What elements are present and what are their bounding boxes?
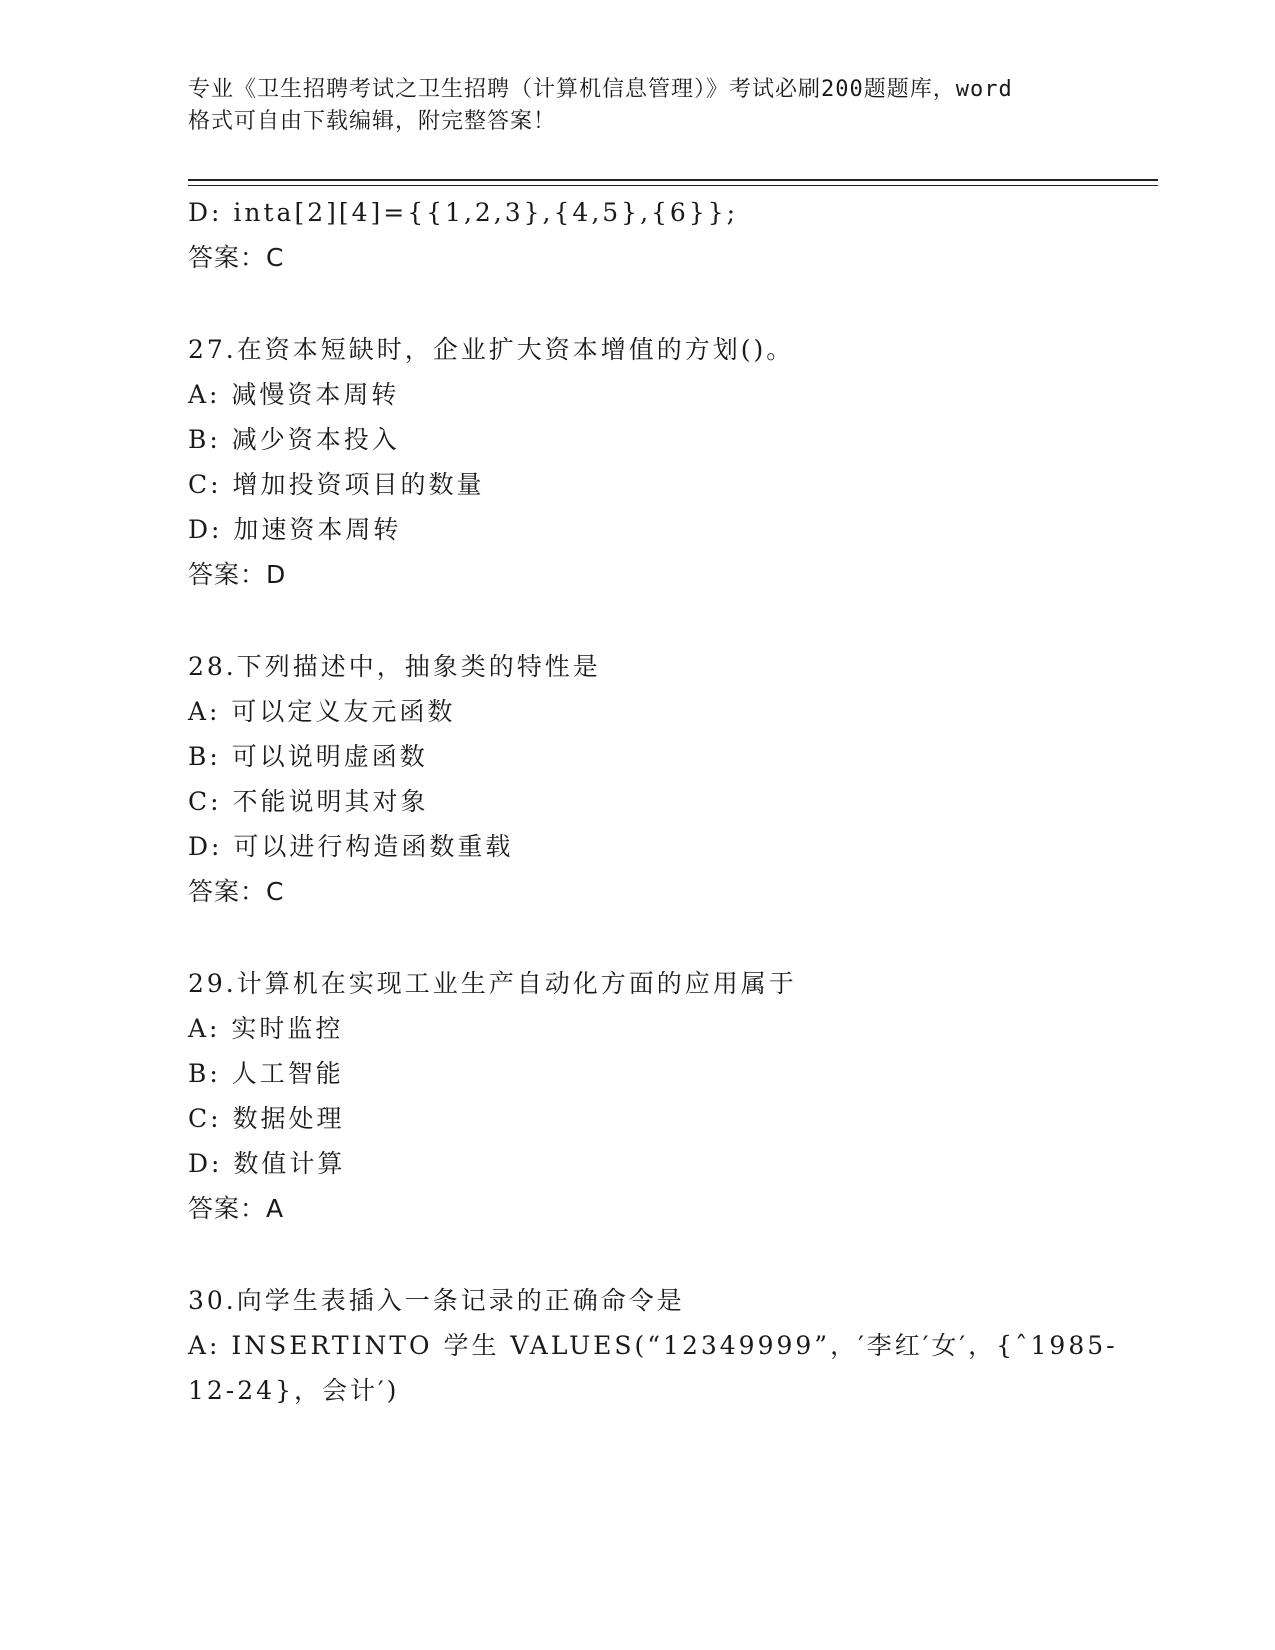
option-d: D: inta[2][4]={{1,2,3},{4,5},{6}}; xyxy=(188,198,739,227)
question-28 xyxy=(188,644,1088,914)
header-divider-thin xyxy=(188,185,1158,186)
option-a: A: 减慢资本周转 xyxy=(188,380,400,409)
question-26 xyxy=(188,190,1088,280)
option-d: D: 加速资本周转 xyxy=(188,515,402,544)
option-a-line-2: 12-24}，会计′) xyxy=(188,1376,400,1405)
question-text: 28.下列描述中，抽象类的特性是 xyxy=(188,652,601,681)
question-text: 30.向学生表插入一条记录的正确命令是 xyxy=(188,1286,685,1315)
option-b: B: 人工智能 xyxy=(188,1059,344,1088)
question-27 xyxy=(188,327,1088,597)
option-c: C: 增加投资项目的数量 xyxy=(188,470,485,499)
answer: 答案：C xyxy=(188,877,285,906)
option-c: C: 不能说明其对象 xyxy=(188,787,429,816)
question-30 xyxy=(188,1278,1118,1413)
header-line-1: 专业《卫生招聘考试之卫生招聘（计算机信息管理）》考试必刷200题题库，word xyxy=(188,77,1013,102)
header-divider-thick xyxy=(188,179,1158,181)
option-d: D: 数值计算 xyxy=(188,1149,346,1178)
option-a: A: 实时监控 xyxy=(188,1014,344,1043)
header-line-2: 格式可自由下载编辑，附完整答案！ xyxy=(188,109,557,134)
question-29 xyxy=(188,961,1088,1231)
option-b: B: 减少资本投入 xyxy=(188,425,400,454)
answer: 答案：C xyxy=(188,243,285,272)
option-a-line-1: A: INSERTINTO 学生 VALUES(“12349999”，′李红′女′，{ˆ1985- xyxy=(188,1331,1118,1360)
option-c: C: 数据处理 xyxy=(188,1104,345,1133)
option-a: A: 可以定义友元函数 xyxy=(188,697,456,726)
answer: 答案：D xyxy=(188,560,287,589)
option-b: B: 可以说明虚函数 xyxy=(188,742,428,771)
answer: 答案：A xyxy=(188,1194,285,1223)
question-text: 27.在资本短缺时，企业扩大资本增值的方划()。 xyxy=(188,335,795,364)
option-d: D: 可以进行构造函数重载 xyxy=(188,832,514,861)
question-list xyxy=(188,190,1118,1413)
question-text: 29.计算机在实现工业生产自动化方面的应用属于 xyxy=(188,969,797,998)
page-header xyxy=(188,74,1088,138)
